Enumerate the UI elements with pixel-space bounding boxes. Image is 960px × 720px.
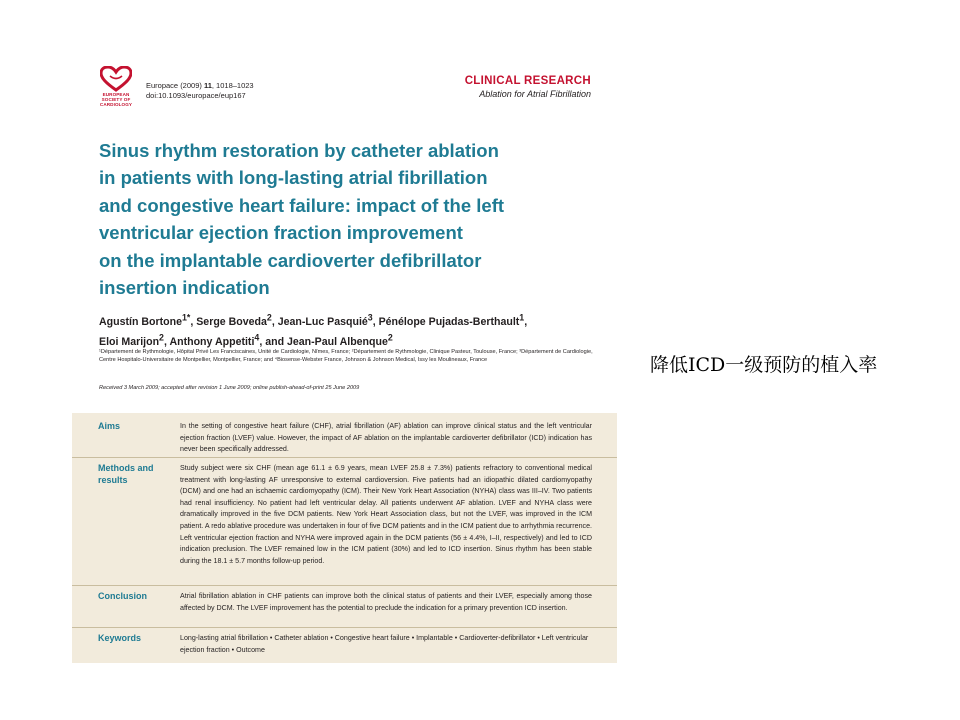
title-line: Sinus rhythm restoration by catheter ablation — [99, 140, 499, 161]
title-line: ventricular ejection fraction improvement — [99, 222, 463, 244]
author: Serge Boveda$^2$, — [196, 312, 278, 328]
esc-logo — [96, 66, 136, 112]
author: Pénélope Pujadas-Berthault$^1$, — [378, 312, 528, 328]
journal-pages: , 1018–1023 — [211, 81, 254, 90]
journal-volume: 11 — [203, 81, 212, 90]
affiliations: ¹Département de Rythmologie, Hôpital Privé Les Franciscaines, Unité de Cardiologie, Nîmes, France; ²Département de Rythmologie, Clinique Pasteur, Toulouse, France; ³Département de Cardiologie, Centre Hospitalo-Universitaire de Montpellier, Montpellier, France; and ⁴Biosense-Webster France, Johnson & Johnson Medical, Issy les Moulineaux, France — [99, 349, 593, 364]
abstract-text: Long-lasting atrial fibrillation • Catheter ablation • Congestive heart failure • Implantable • Cardioverter-defibrillator • Left ventricular ejection fraction • Outcome — [180, 634, 589, 654]
structured-abstract — [72, 413, 617, 663]
author: Agustín Bortone$^{1*}$, — [99, 312, 197, 328]
abstract-label: Conclusion — [98, 591, 147, 601]
logo-line: EUROPEAN — [102, 92, 130, 97]
section-label — [465, 75, 591, 99]
heart-logo-icon — [100, 66, 132, 92]
author-list — [99, 309, 604, 350]
logo-line: CARDIOLOGY — [99, 102, 133, 107]
abstract-label: Aims — [98, 421, 121, 431]
journal-reference — [146, 81, 254, 101]
author: Eloi Marijon$^2$, — [99, 332, 170, 349]
abstract-text: Study subject were six CHF (mean age 61.1 ± 6.9 years, mean LVEF 25.8 ± 7.3%) patients refractory to conventional medical treatment with long-lasting AF unresponsive to external cardioversion. Five patients had an idiopathic dilated cardiomyopathy (DCM) and one had an ischaemic cardiomyopathy (ICM). Their New York Heart Association (NYHA) class was III–IV. Two patients had renal insufficiency. No patient had left ventricular delay. All patients underwent AF ablation. LVEF and NYHA class were dramatically improved in the five DCM patients. New York Heart Association class, but not the LVEF, was improved in the ICM patient. A redo ablative procedure was undertaken in four of five DCM patients and in the ICM patient due to arrhythmia recurrence. Left ventricular ejection fraction and NYHA were improved again in the DCM patients (56 ± 4.4%, I–II, respectively) and led to ICD indication preclusion. The LVEF remained low in the ICM patient (30%) and led to ICD insertion. Sinus rhythm has been stable during the 18.1 ± 5.7 months follow-up period. — [180, 464, 592, 565]
title-line: and congestive heart failure: impact of the left — [99, 194, 505, 216]
title-line: in patients with long-lasting atrial fibrillation — [99, 167, 488, 189]
author: Anthony Appetiti$^4$, and — [169, 332, 287, 349]
paper-first-page — [72, 56, 617, 663]
abstract-text: Atrial fibrillation ablation in CHF patients can improve both the clinical status of patients and their LVEF, especially among those affected by DCM. The LVEF improvement has the potential to preclude the indication for a primary prevention ICD insertion. — [180, 592, 592, 612]
article-dates: Received 3 March 2009; accepted after revision 1 June 2009; online publish-ahead-of-print 25 June 2009 — [99, 385, 360, 391]
author: Jean-Paul Albenque$^2$ — [287, 332, 393, 349]
abstract-section-aims — [72, 421, 617, 458]
section-subtitle: Ablation for Atrial Fibrillation — [479, 89, 591, 99]
abstract-section-methods — [72, 463, 617, 586]
logo-line: SOCIETY OF — [101, 97, 131, 102]
title-line: insertion indication — [99, 277, 270, 299]
journal-ref-prefix: Europace (2009) — [146, 81, 204, 90]
title-line: on the implantable cardioverter defibrillator — [99, 249, 482, 271]
article-title — [99, 137, 599, 301]
section-title: CLINICAL RESEARCH — [464, 75, 591, 87]
slide-caption: 降低ICD一级预防的植入率 — [650, 354, 878, 376]
abstract-label: Keywords — [98, 633, 142, 643]
logo-text — [96, 92, 136, 107]
doi: doi:10.1093/europace/eup167 — [146, 91, 246, 100]
author: Jean-Luc Pasquié$^3$, — [277, 312, 379, 328]
abstract-label: Methods and results — [98, 463, 154, 485]
abstract-section-keywords — [72, 633, 617, 659]
abstract-text: In the setting of congestive heart failure (CHF), atrial fibrillation (AF) ablation can improve clinical status and the left ventricular ejection fraction (LVEF) value. However, the impact of AF ablation on the implantable cardioverter defibrillator (ICD) indication has never been specifically addressed. — [180, 422, 592, 454]
abstract-section-conclusion — [72, 591, 617, 628]
